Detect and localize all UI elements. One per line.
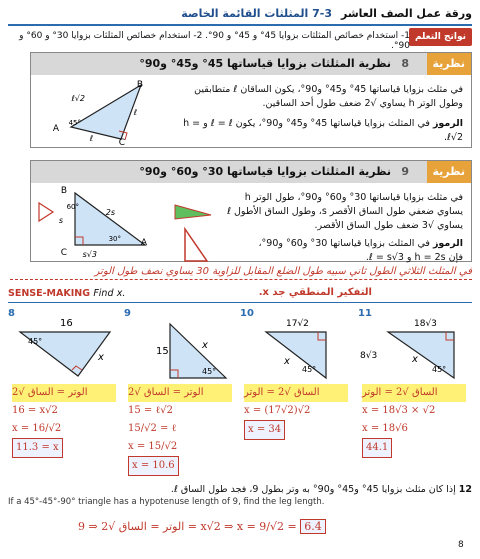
theorem-8-symbols: في المثلث بزوايا قياساتها 45° و45° و90°، يكون ℓ = ℓ و h = ℓ√2. [183, 118, 463, 143]
theorem-9-line3: يساوي √3 ضعف طول الساق الأقصر. [314, 220, 463, 231]
page-number: 8 [458, 540, 464, 550]
vertex-c: C [60, 248, 67, 258]
theorem-8-line1: في مثلث بزوايا قياساتها 45° و45° و90°، يكون الساقان ℓ متطابقين [194, 84, 463, 95]
unknown-x: x [412, 354, 418, 365]
theorem-9-triangle-figure [35, 185, 215, 265]
theorem-8-triangle-figure [51, 79, 161, 145]
objectives-badge: نواتج التعلم [409, 28, 472, 46]
angle-label: 45° [202, 367, 217, 376]
vertex-b: B [136, 80, 143, 90]
question-12-text-en: If a 45°-45°-90° triangle has a hypotenuse length of 9, find the leg length. [8, 497, 325, 507]
symbols-label: الرموز [432, 118, 463, 129]
theorem-9-bar [31, 161, 471, 183]
vertex-b: B [60, 186, 67, 196]
angle-label: 45° [68, 119, 81, 127]
lesson-name: المثلثات القائمة الخاصة [181, 7, 309, 20]
unknown-x: x [98, 352, 104, 363]
theorem-9-symbols: في المثلث بزوايا قياساتها 30° و60° و90°، [258, 238, 430, 249]
exercise-number: 9 [124, 308, 131, 319]
triangle-shape [266, 332, 326, 378]
sense-making-label-ar: التفكير المنطقي جد x. [258, 287, 372, 298]
objectives-text: 1- استخدام خصائص المثلثات بزوايا 45° و 45° و 90°. 2- استخدام خصائص المثلثات بزوايا 30° و 60° و 90°. [19, 31, 410, 51]
angle-30: 30° [108, 235, 121, 243]
theorem-8-bar [31, 53, 471, 75]
exercise-number: 11 [358, 308, 372, 319]
theorem-9-line2: يساوي ضعفي طول الساق الأقصر s، وطول الساق الأطول ℓ [227, 206, 463, 217]
exercises-header [8, 287, 472, 303]
sense-making-label: SENSE-MAKING Find x. [8, 288, 126, 299]
vertex-a: A [52, 124, 59, 134]
exercise-8-answer: 11.3 = x [12, 438, 63, 458]
given-length: 18√3 [414, 319, 437, 329]
given-length: 17√2 [286, 319, 309, 329]
grade-title: ورقة عمل الصف العاشر [341, 7, 472, 20]
vertex-a: A [140, 238, 147, 248]
angle-60: 60° [66, 203, 79, 211]
sketch-triangle-green [175, 205, 211, 219]
theorem-number: 8 [401, 57, 409, 70]
exercise-9-figure [130, 314, 230, 384]
theorem-9-symbols-2: فإن h = 2s و ℓ = s√3. [365, 252, 463, 263]
exercise-8 [8, 308, 118, 480]
exercise-9-steps: الوتر = الساق √2 15 = ℓ√2 15/√2 = ℓ x = 15/√2 x = 10.6 [128, 384, 232, 476]
angle-label: 45° [302, 365, 317, 374]
exercise-10-answer: x = 34 [244, 420, 285, 440]
question-12-answer: 6.4 [300, 519, 326, 534]
exercise-11-figure [358, 314, 468, 384]
page-header [8, 4, 472, 26]
objectives-bar [8, 28, 472, 51]
exercise-10-steps: الساق √2 = الوتر x = (17√2)√2 x = 34 [244, 384, 348, 440]
exercise-number: 8 [8, 308, 15, 319]
question-number: 12 [458, 484, 472, 495]
hyp-label: ℓ√2 [71, 94, 85, 103]
theorem-tag: نظرية [427, 161, 472, 183]
sketch-triangle-red [185, 229, 207, 261]
given-length-2: 8√3 [360, 351, 378, 361]
exercise-11-steps: الساق √2 = الوتر x = 18√3 × √2 x = 18√6 44.1 [362, 384, 466, 458]
exercise-8-steps: الوتر = الساق √2 16 = x√2 x = 16/√2 11.3 = x [12, 384, 116, 458]
symbols-label: الرموز [432, 238, 463, 249]
sketch-arrow [39, 203, 53, 221]
question-12-work: الوتر = الساق √2 ⇒ 9 = x√2 ⇒ x = 9/√2 = 6.4 [78, 520, 326, 533]
angle-label: 45° [432, 365, 447, 374]
given-length: 16 [60, 318, 73, 329]
unknown-x: x [284, 356, 290, 367]
short-leg-label: s [58, 216, 63, 225]
exercise-9 [124, 308, 234, 480]
theorem-title: نظرية المثلثات بزوايا قياساتها 30° و60° و90° [139, 165, 391, 178]
exercise-11 [358, 308, 468, 480]
theorem-9-line1: في مثلث بزوايا قياساتها 30° و60° و90°، طول الوتر h [244, 192, 463, 203]
theorem-8-box [30, 52, 472, 148]
lesson-title [181, 7, 332, 20]
theorem-9-box [30, 160, 472, 262]
exercise-9-answer: x = 10.6 [128, 456, 179, 476]
side-label-2: ℓ [89, 134, 93, 143]
side-label-1: ℓ [133, 108, 137, 117]
theorem-title: نظرية المثلثات بزوايا قياساتها 45° و45° و90° [139, 57, 391, 70]
angle-label: 45° [28, 337, 43, 346]
question-12 [8, 484, 472, 533]
vertex-c: C [118, 138, 125, 145]
exercise-8-figure [14, 314, 114, 380]
theorem-8-line2: وطول الوتر h يساوي √2 ضعف طول أحد الساقين. [262, 98, 463, 109]
long-leg-label: s√3 [82, 250, 97, 259]
lesson-number: 7-3 [312, 7, 332, 20]
given-length: 15 [156, 346, 169, 357]
exercise-number: 10 [240, 308, 254, 319]
theorem-number: 9 [401, 165, 409, 178]
hyp-label: 2s [105, 208, 115, 217]
exercise-11-answer: 44.1 [362, 438, 392, 458]
unknown-x: x [202, 340, 208, 351]
theorem-tag: نظرية [427, 53, 472, 75]
exercise-10-figure [246, 314, 346, 384]
exercise-10 [240, 308, 350, 480]
question-12-text-ar: إذا كان مثلث بزوايا 45° و45° و90° به وتر بطول 9، فجد طول الساق ℓ. [170, 484, 456, 495]
handwritten-note: في المثلث الثلاثي الطول ثاني سبيه طول الضلع المقابل للزاوية 30 يساوي نصف طول الوتر [10, 266, 472, 280]
